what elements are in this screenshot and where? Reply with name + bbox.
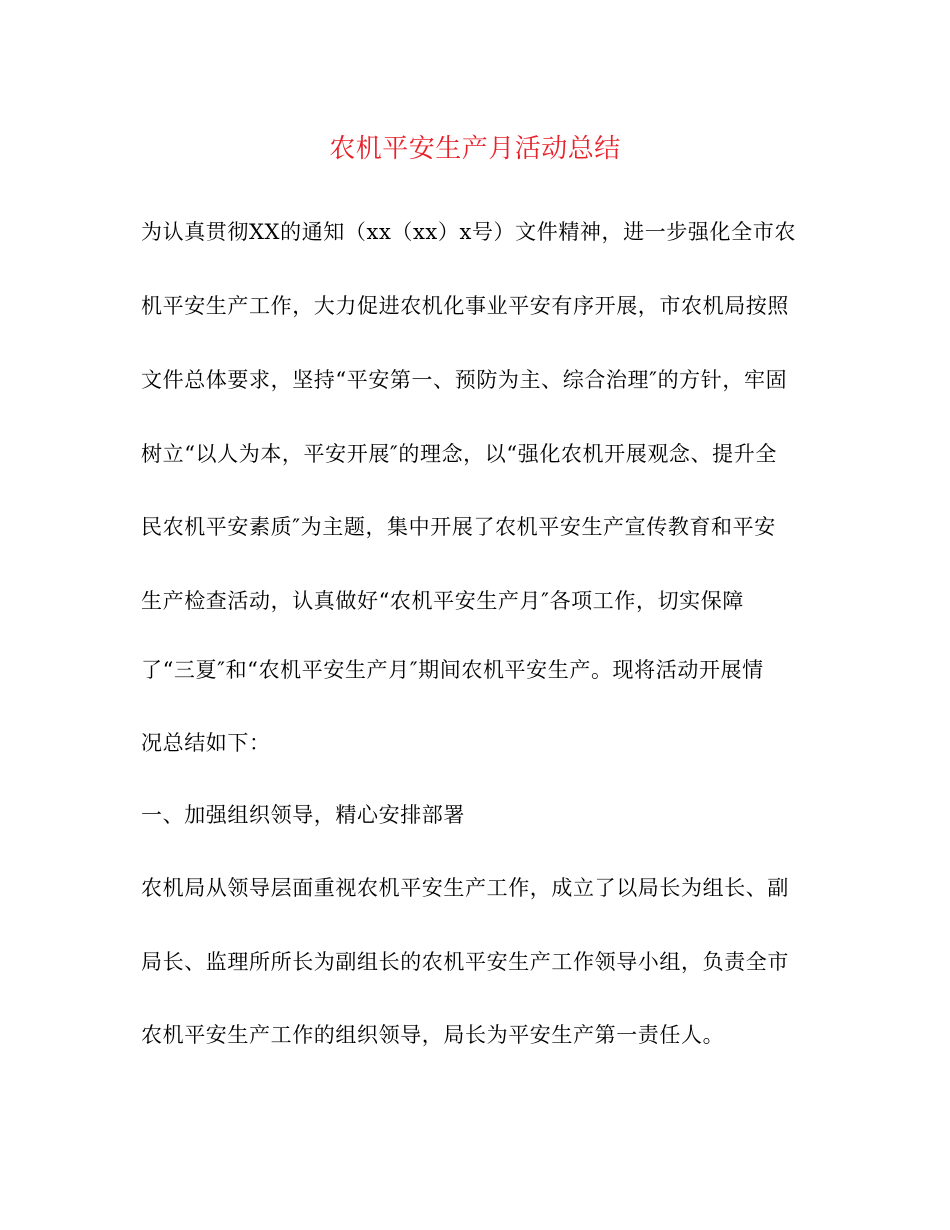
section-heading: 一、加强组织领导，精心安排部署 bbox=[141, 803, 465, 827]
page-title: 农机平安生产月活动总结 bbox=[329, 134, 621, 164]
paragraph-line: 机平安生产工作，大力促进农机化事业平安有序开展，市农机局按照 bbox=[141, 294, 789, 318]
paragraph-line: 了“三夏″和“农机平安生产月″期间农机平安生产。现将活动开展情 bbox=[141, 658, 764, 682]
paragraph-line: 农机平安生产工作的组织领导，局长为平安生产第一责任人。 bbox=[141, 1023, 725, 1047]
paragraph-line: 局长、监理所所长为副组长的农机平安生产工作领导小组，负责全市 bbox=[141, 950, 789, 974]
paragraph-line: 民农机平安素质″为主题，集中开展了农机平安生产宣传教育和平安 bbox=[141, 515, 776, 539]
paragraph-line: 树立“以人为本，平安开展″的理念，以“强化农机开展观念、提升全 bbox=[141, 442, 777, 466]
paragraph-line: 农机局从领导层面重视农机平安生产工作，成立了以局长为组长、副 bbox=[141, 876, 789, 900]
paragraph-line: 况总结如下： bbox=[141, 731, 271, 755]
paragraph-line: 为认真贯彻XX的通知（xx（xx）x号）文件精神，进一步强化全市农 bbox=[141, 220, 796, 244]
paragraph-line: 文件总体要求，坚持“平安第一、预防为主、综合治理″的方针，牢固 bbox=[141, 368, 788, 392]
paragraph-line: 生产检查活动，认真做好“农机平安生产月″各项工作，切实保障 bbox=[141, 589, 744, 613]
